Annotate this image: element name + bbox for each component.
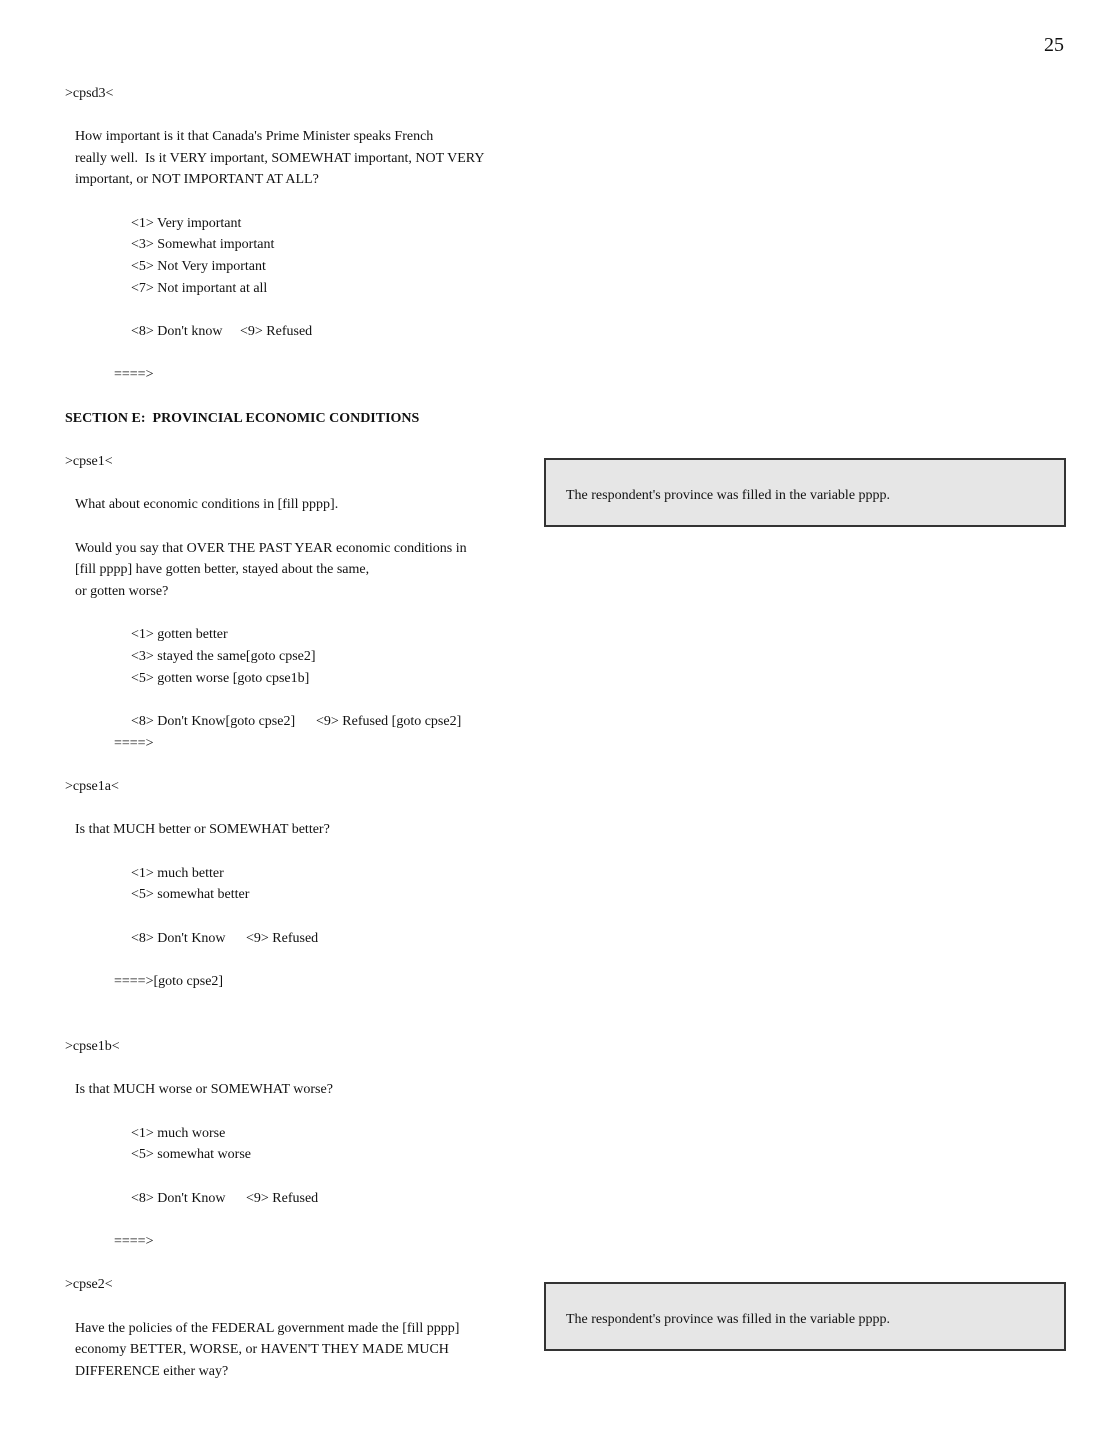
- interviewer-note-text: The respondent's province was filled in the variable pppp.: [566, 488, 891, 503]
- interviewer-note-text: The respondent's province was filled in the variable pppp.: [566, 1312, 891, 1327]
- answer-option: <1> much worse: [131, 1126, 226, 1141]
- question-text-line: economy BETTER, WORSE, or HAVEN'T THEY MADE MUCH: [75, 1342, 449, 1357]
- question-text-line: Have the policies of the FEDERAL government made the [fill pppp]: [75, 1321, 460, 1336]
- question-text-line: Would you say that OVER THE PAST YEAR economic conditions in: [75, 541, 467, 556]
- interviewer-note-box: [544, 458, 1066, 527]
- entry-arrow: ====>: [114, 1234, 154, 1249]
- answer-option: <5> gotten worse [goto cpse1b]: [131, 671, 310, 686]
- section-heading: SECTION E: PROVINCIAL ECONOMIC CONDITIONS: [65, 411, 420, 426]
- question-text-line: How important is it that Canada's Prime Minister speaks French: [75, 129, 434, 144]
- refused-option: <9> Refused [goto cpse2]: [316, 714, 462, 729]
- dont-know-option: <8> Don't Know[goto cpse2]: [131, 714, 296, 729]
- question-text-line: [fill pppp] have gotten better, stayed about the same,: [75, 562, 370, 577]
- question-text-line: Is that MUCH better or SOMEWHAT better?: [75, 822, 330, 837]
- refused-option: <9> Refused: [246, 931, 319, 946]
- answer-option: <5> Not Very important: [131, 259, 266, 274]
- question-text-line: really well. Is it VERY important, SOMEWHAT important, NOT VERY: [75, 151, 485, 166]
- answer-option: <5> somewhat better: [131, 887, 250, 902]
- dont-know-option: <8> Don't Know: [131, 1191, 226, 1206]
- entry-arrow: ====>: [114, 367, 154, 382]
- refused-option: <9> Refused: [240, 324, 313, 339]
- question-id-cpse1a: >cpse1a<: [65, 779, 119, 794]
- dont-know-option: <8> Don't Know: [131, 931, 226, 946]
- question-text-line: important, or NOT IMPORTANT AT ALL?: [75, 172, 319, 187]
- answer-option: <3> stayed the same[goto cpse2]: [131, 649, 316, 664]
- answer-option: <1> Very important: [131, 216, 242, 231]
- question-id-cpse1b: >cpse1b<: [65, 1039, 120, 1054]
- entry-arrow: ====>[goto cpse2]: [114, 974, 224, 989]
- answer-option: <5> somewhat worse: [131, 1147, 251, 1162]
- refused-option: <9> Refused: [246, 1191, 319, 1206]
- question-text-line: or gotten worse?: [75, 584, 169, 599]
- question-id-cpse1: >cpse1<: [65, 454, 113, 469]
- dont-know-option: <8> Don't know: [131, 324, 223, 339]
- question-id-cpsd3: >cpsd3<: [65, 86, 114, 101]
- interviewer-note-box: [544, 1282, 1066, 1351]
- answer-option: <1> much better: [131, 866, 224, 881]
- answer-option: <7> Not important at all: [131, 281, 268, 296]
- answer-option: <1> gotten better: [131, 627, 228, 642]
- question-text-line: Is that MUCH worse or SOMEWHAT worse?: [75, 1082, 333, 1097]
- question-intro: What about economic conditions in [fill pppp].: [75, 497, 339, 512]
- question-text-line: DIFFERENCE either way?: [75, 1364, 229, 1379]
- page-number: 25: [1044, 34, 1064, 56]
- answer-option: <3> Somewhat important: [131, 237, 275, 252]
- question-id-cpse2: >cpse2<: [65, 1277, 113, 1292]
- entry-arrow: ====>: [114, 736, 154, 751]
